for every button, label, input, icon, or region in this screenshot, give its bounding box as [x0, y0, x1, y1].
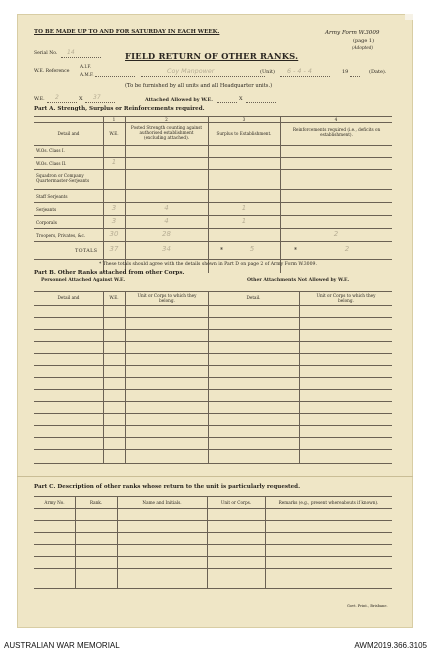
part-b-header-we: W.E.	[109, 295, 119, 300]
year-line	[350, 76, 360, 77]
totals-label: TOTALS	[75, 249, 98, 254]
part-b-row-line	[34, 449, 392, 450]
col-number-1: 1	[112, 117, 116, 122]
row-line	[34, 157, 392, 158]
part-a-bottom-border	[34, 259, 392, 260]
furnished-note: (To be furnished by all units and all Headquarter units.)	[125, 83, 273, 89]
row-posted: 28	[162, 230, 171, 238]
part-b-row-line	[34, 389, 392, 390]
row-label: Troopers, Privates, &c.	[36, 233, 86, 238]
header-posted: Posted Strength counting against authorised establishment (excluding attached).	[130, 125, 203, 140]
part-c-col-divider	[117, 496, 118, 588]
row-posted: 4	[164, 217, 169, 225]
footer-accession-number: AWM2019.366.3105	[354, 641, 427, 650]
tape-mark	[405, 14, 413, 20]
header-surplus: Surplus to Establishment.	[216, 131, 272, 136]
part-c-row-line	[34, 544, 392, 545]
part-b-row-line	[34, 425, 392, 426]
part-b-row-line	[34, 341, 392, 342]
part-b-row-line	[34, 437, 392, 438]
row-surplus: 1	[241, 217, 247, 225]
unit-line	[141, 76, 265, 77]
row-line	[34, 189, 392, 190]
header-reinforcements: Reinforcements required (i.e., deficits on establishment).	[292, 127, 381, 137]
we-x: X	[79, 96, 83, 102]
part-c-header-name: Name and Initials.	[142, 500, 182, 505]
part-b-row-line	[34, 413, 392, 414]
unit-label: (Unit)	[260, 69, 275, 75]
attached-label: Attached Allowed by W.E.	[145, 97, 213, 103]
we-line	[47, 102, 77, 103]
part-c-header-unit: Unit or Corps.	[220, 500, 252, 505]
we-reference-label: W.E. Reference	[34, 69, 70, 74]
row-label: Staff Serjeants	[36, 194, 68, 199]
totals-note: * These totals should agree with the details shown in Part D on page 2 of Army Form W.3009.	[99, 262, 317, 267]
row-label: W.Os. Class II.	[36, 161, 67, 166]
row-line	[34, 202, 392, 203]
aif-label: A.I.F.	[80, 64, 91, 69]
part-b-sub-right: Other Attachments Not Allowed by W.E.	[247, 278, 350, 283]
footer-institution: AUSTRALIAN WAR MEMORIAL	[4, 641, 120, 650]
part-b-row-line	[34, 377, 392, 378]
part-b-header-bottom	[34, 305, 392, 306]
part-c-row-line	[34, 532, 392, 533]
totals-star-surplus: *	[220, 247, 223, 254]
row-we: 30	[109, 230, 119, 238]
form-name: Army Form W.3009	[325, 30, 380, 36]
date-label: (Date).	[369, 69, 387, 75]
header-we: W.E.	[109, 131, 119, 136]
part-c-header-remarks: Remarks (e.g., present whereabouts if known).	[278, 500, 379, 505]
row-label: Serjeants	[36, 207, 57, 212]
part-c-top-border	[34, 496, 392, 497]
part-c-header-army-no: Army No.	[44, 500, 65, 505]
totals-posted: 34	[162, 245, 171, 253]
header-detail: Detail and	[57, 131, 80, 136]
part-b-sub-left: Personnel Attached Against W.E.	[41, 278, 126, 283]
we-reference-line	[95, 76, 135, 77]
row-line	[34, 169, 392, 170]
top-instruction: TO BE MADE UP TO AND FOR SATURDAY IN EACH WEEK.	[34, 29, 220, 35]
serial-line	[61, 57, 101, 58]
part-c-header-bottom	[34, 508, 392, 509]
part-a-header-bottom	[34, 145, 392, 146]
col-number-2: 2	[165, 117, 168, 122]
row-posted: 4	[164, 204, 169, 212]
form-page: (page 1)	[353, 38, 375, 44]
part-b-header-unit-right: Unit or Corps to which they belong.	[316, 293, 376, 303]
col-number-3: 3	[242, 117, 246, 122]
col-number-4: 4	[334, 117, 338, 122]
row-we: 1	[111, 158, 117, 166]
part-b-row-line	[34, 365, 392, 366]
row-surplus: 1	[241, 204, 247, 212]
part-a-col-divider	[208, 116, 209, 273]
row-line	[34, 215, 392, 216]
part-b-row-line	[34, 317, 392, 318]
attached-line	[217, 102, 237, 103]
totals-we: 37	[109, 245, 119, 253]
we-line-2	[85, 102, 115, 103]
we-label: W.E.	[34, 97, 45, 102]
year-prefix: 19	[342, 69, 349, 75]
part-c-col-divider	[75, 496, 76, 588]
row-line	[34, 228, 392, 229]
part-c-col-divider	[265, 496, 266, 588]
part-a-heading: Part A. Strength, Surplus or Reinforcements required.	[34, 106, 205, 112]
totals-star-reinf: *	[294, 247, 297, 254]
attached-line-2	[246, 102, 276, 103]
form-title: FIELD RETURN OF OTHER RANKS.	[125, 51, 299, 61]
totals-surplus: 5	[249, 245, 255, 253]
part-c-header-rank: Rank.	[89, 500, 103, 505]
row-we: 3	[111, 217, 117, 225]
amf-label: A.M.F.	[80, 72, 94, 77]
part-b-bottom-border	[34, 463, 392, 464]
date-handwritten: 6 - 4 - 4	[287, 67, 312, 75]
totals-reinf: 2	[344, 245, 350, 253]
form-adopted: (Adopted)	[352, 45, 374, 50]
date-line	[280, 76, 330, 77]
fold-line	[17, 476, 413, 477]
part-b-row-line	[34, 329, 392, 330]
unit-handwritten: Coy Manpower	[167, 67, 215, 75]
part-b-header-detail: Detail and	[57, 295, 80, 300]
printer-imprint: Govt. Print., Brisbane.	[347, 604, 388, 608]
part-c-bottom-border	[34, 588, 392, 589]
serial-handwritten: 14	[67, 49, 75, 56]
serial-label: Serial No.	[34, 51, 58, 56]
row-we: 3	[111, 204, 117, 212]
part-b-heading: Part B. Other Ranks attached from other Corps.	[34, 270, 185, 276]
part-a-colnum-line	[34, 122, 392, 123]
row-line	[34, 241, 392, 242]
part-c-col-divider	[207, 496, 208, 588]
attached-x: X	[239, 96, 243, 102]
part-c-row-line	[34, 568, 392, 569]
row-label: Squadron or Company Quartermaster-Serjeants	[36, 173, 90, 183]
we2-handwritten: 37	[93, 94, 101, 101]
row-label: Corporals	[36, 220, 57, 225]
part-b-row-line	[34, 401, 392, 402]
part-c-heading: Part C. Description of other ranks whose return to the unit is particularly requested.	[34, 484, 301, 490]
part-b-header-detail-right: Detail.	[246, 295, 261, 300]
form-sheet	[17, 14, 413, 628]
row-label: W.Os. Class I.	[36, 148, 65, 153]
part-b-header-unit-left: Unit or Corps to which they belong.	[137, 293, 197, 303]
we-handwritten: 2	[55, 94, 59, 101]
part-c-row-line	[34, 520, 392, 521]
row-reinf: 2	[333, 230, 339, 238]
part-b-top-border	[34, 291, 392, 292]
part-b-row-line	[34, 353, 392, 354]
part-c-row-line	[34, 556, 392, 557]
